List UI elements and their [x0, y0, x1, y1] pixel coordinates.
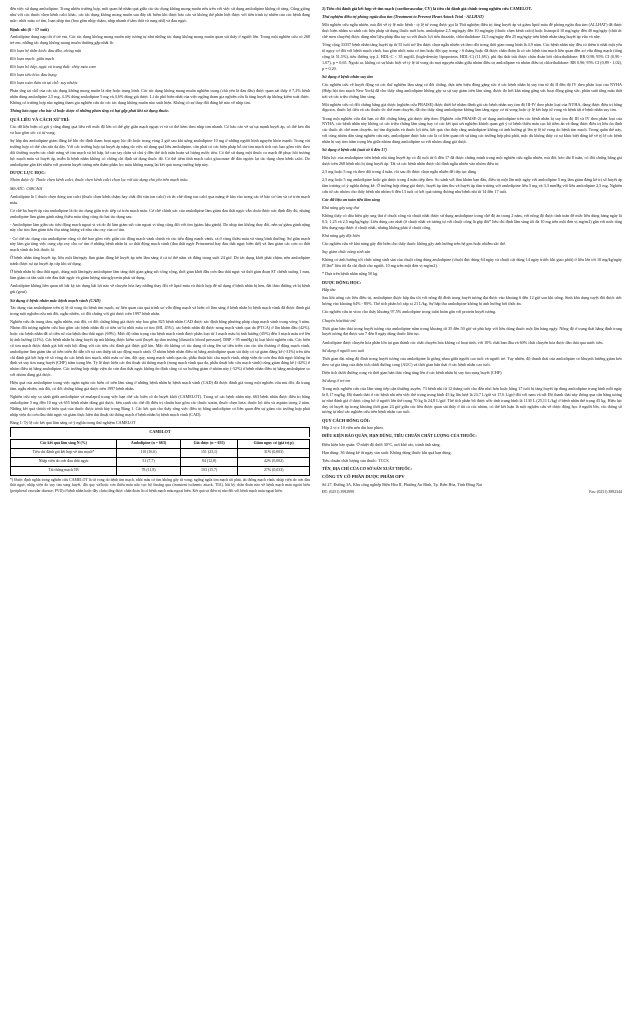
paragraph: Trong một nghiên cứu của lâm sàng tiếp cận thường xuyên, 73 bệnh nhi từ 12 tháng tuổi cho đến nhỏ hơn hoặc bằng 17 tuổi bị tăng huyết áp dùng amlodipine trung bình mỗi ngày là 0,17 mg/kg. Độ thanh thải ở các bệnh nhi nêu việc thể trọng trung bình 45 kg lần lượt là 23,7 L/giờ và 17,6 L/giờ đối với nam và nữ. Độ thanh thải này thông qua cân bằng tương tự như đánh giá ở dược cộng bố ở người lớn thể trọng 70 kg là 24,8 L/giờ. Thể tích phân bố được ước tính trung bình là 1130 L (25,11 L/kg) ở bệnh nhân thể trọng 45 kg. Hiệu lực duy trì huyết áp trong khoảng thời gian 24 giờ giữa các liều được quan sát thấy ở tất cả các nhóm, có thể kết luận là một nghiên cứu về dược động học ở người lớn, các thông số tương tự như các nghiên cứu trên bệnh nhân cao tuổi.	[322, 385, 622, 415]
paragraph: 2,5 mg hoặc 5 mg và theo dõi trong 4 tuần, rồi sau đó được chọn ngẫu nhiên để tiếp tục dùng	[322, 169, 477, 175]
subheading-elderly: Sử dụng ở người cao tuổi	[322, 347, 365, 353]
two-column-layout	[10, 6, 626, 496]
paragraph: Phản ứng tại chỗ của các tác dụng không mong muốn là nhẹ hoặc trung bình. Các tác dụng không mong muốn nghiêm trọng (chủ yếu là đau đầu) được quan sát thấy ở 7,2% bệnh nhân dùng amlodipine 2,5 mg, 4,3% dùng amlodipine 5 mg và 4,6% dùng giả dược. Lí do phổ biến nhất của việc ngừng tham gia nghiên cứu là tăng huyết áp không kiểm soát được. Không có trường hợp nào ngừng tham gia nghiên cứu do các tác dụng không muốn nào xuất hiện. Không có sự thay đổi đáng kể nào về nhịp tim.	[10, 88, 310, 105]
paragraph: Hộp 2 vỉ x 10 viên nén dài bao phim.	[322, 425, 384, 431]
table-row	[11, 448, 310, 457]
paragraph: * Dựa trên bệnh nhân nặng 50 kg.	[322, 271, 379, 277]
table-caption: Bảng 1: Tỷ lệ các kết quả lâm sàng có ý nghĩa trong thử nghiệm CAMELOT	[10, 420, 136, 425]
paragraph: Amlodipine là 1 thuốc chẹn dòng ion calci (thuốc chẹn kênh chậm hay chất đối vận ion calci) và ức chế dòng ion calci qua màng tế bào vào trong các tế bào cơ tim và cơ trơn mạch máu.	[10, 193, 310, 205]
paragraph: Thời gian đạt nồng độ đỉnh trong huyết tương của amlodipine là giống nhau giữa người cao tuổi và người trẻ. Tuy nhiên, độ thanh thải của amlodipine có khuynh hướng giảm kéo theo sự gia tăng của diện tích dưới đường cong (AUC) và thời gian bán thải ở các bệnh nhân cao tuổi.	[322, 355, 622, 367]
paragraph: Rối loạn tiêu hóa: đau bụng	[10, 71, 57, 77]
cell-placebo: 84 (12,8)	[180, 457, 237, 466]
subheading-heart-failure: Sử dụng ở bệnh nhân suy tim	[322, 73, 373, 79]
cell-placebo: 103 (15,7)	[180, 466, 237, 475]
col-header-risk-reduction: Giảm nguy cơ (giá trị p)	[238, 439, 310, 448]
paragraph: Nghiên cứu đa trung tâm, ngẫu nhiên, mù đôi, có đối chứng bằng giả dược này bao gồm 825 bệnh nhân CAD được xác định bằng phương pháp chụp mạch vành trong vòng 3 năm. Nhóm đối tượng nghiên cứu bao gồm các bệnh nhân đã có tiền sử bị nhồi máu cơ tim (MI, 45%), các bệnh nhân đã được nong mạch vành qua da (PTCA) ở lần khám đầu (42%), hoặc các bệnh nhân đã có tiền sử của bệnh đau thắt ngực (69%). Mức độ trầm trọng của bệnh mạch vành được phân loại từ 1 mạch máu bị ảnh hưởng (45%) đến 3 mạch máu trở lên bị ảnh hưởng (21%). Các bệnh nhân bị tăng huyết áp mà không được kiểm soát (huyết áp tâm trương [diastolic blood pressure], DBP > 95 mmHg) bị loại khỏi nghiên cứu. Các biến cố tim mạch được đánh giá bởi một hội đồng với các tiêu chí đánh giá được giữ kín. Mặc dù không có tác dụng rõ ràng lên sự tiến triển của các tổn thương ở động mạch vành, amlodipine làm giảm tần số tiến triển đó dẫn tới sự can thiệp tái tạo động mạch cảnh. Ở nhóm bệnh nhân điều trị bằng amlodipine quan sát thấy có sự giảm đáng kể (-31%) trên tiêu chí đánh giá kết hợp về số vòng do các bệnh tim mạch, nhồi máu cơ tim, đột quỵ, nong mạch vành qua da, phẫu thuật bắc cầu mạch vành, nhập viện do cơn đau thắt ngực không ổn định và suy tim sung huyết (CHF) trầm trọng lên. Tỷ lệ thực hiện các thủ thuật tái thông mạch (nong mạch vành qua da, phẫu thuật bắc cầu mạch vành) cũng giảm đáng kể (-42%) ở nhóm điều trị bằng amlodipine. Các trường hợp nhập viện do cơn đau thắt ngực không ổn định cũng có xu hướng giảm ở nhóm này (-32%) ở bệnh nhân điều trị bằng amlodipine so với nhóm dùng giả dược.	[10, 319, 310, 378]
paragraph: Tác dụng của amlodipine trên tỷ lệ tử vong do bệnh tim mạch, sự liên quan của quá trình xơ vữa động mạch và biến cố lâm sàng ở bệnh nhân bị bệnh mạch vành đã được đánh giá trong một nghiên cứu mù đôi, ngẫu nhiên, có đối chứng với giả dược trên 1997 bệnh nhân.	[10, 305, 310, 317]
manufacturer-address: Số 27, Đường 3A, Khu công nghiệp Biên Hòa II, Phường An Bình, Tp. Biên Hòa, Tỉnh Đồng Nai	[322, 482, 483, 488]
paragraph: Trong một nghiên cứu dài hạn có đối chứng bằng giả dược tiếp theo (Nghiên cứu PRAISE-2) sử dụng amlodipine trên các bệnh nhân bị suy tim độ III và IV theo phân loại của NYHA, các bệnh nhân này không có các triệu chứng lâm sàng hay có các kết quả xét nghiệm khách quan gợi ý có bệnh thiếu máu cục bộ tiềm ẩn và đang được điều trị liều ổn định các thuốc ức chế men chuyển, trợ tim digitalis và thuốc lợi tiểu, kết quả cho thấy rằng amlodipine không có ảnh hưởng gì lên tỷ lệ tử vong do bệnh tim mạch. Trong quần thể này, với cùng nhóm dân sàng nghiên cứu này, amlodipine được báo cáo là có liên quan tới sự tăng các trường hợp phù phổi, mặc dù không thấy có sự khác biệt đáng kể về tỷ lệ các bệnh nhân bị suy tim trầm trọng lên giữa nhóm dùng amlodipine so với nhóm dùng giả dược.	[322, 115, 622, 145]
paragraph: Sau khi uống các liều điều trị, amlodipine được hấp thu tốt với nồng độ đỉnh trong huyết tương đạt được vào khoảng 6 đến 12 giờ sau khi uống. Sinh khả dụng tuyệt đối được ước lượng vào khoảng 64% - 80%. Thể tích phân bố xấp xỉ 21 L/kg. Sự hấp thu amlodipine không bị ảnh hưởng bởi thức ăn.	[322, 295, 622, 307]
paragraph: Rối loạn hệ thần kinh: đau đầu, chóng mặt	[10, 47, 81, 53]
table-title: CAMELOT	[10, 427, 310, 437]
paragraph: Nghiên cứu này so sánh giữa amlodipine và enalapril trong việc hạn chế các biến cố do huyết khối (CAMELOT). Trong số các bệnh nhân này, 663 bệnh nhân được điều trị bằng amlodipine 5 mg đến 10 mg và 655 bệnh nhân dùng giả dược, bên cạnh các chế độ điều trị chuẩn bao gồm các thuốc statin, thuốc chẹn beta, thuốc lợi tiểu và aspirin trong 2 năm. Những kết quả chính về hiệu quả của thuốc được trình bày trong Bảng 1. Các kết quả cho thấy rằng việc điều trị bằng amlodipine có liên quan đến sự giảm các trường hợp phải nhập viện do cơn đau thắt ngực và giảm thực hiện thủ thuật tái thông mạch ở bệnh nhân bị bệnh mạch vành (CAD).	[10, 394, 310, 417]
cell-amlodipine: 110 (16,6)	[117, 448, 181, 457]
paragraph: Cơ chế hạ huyết áp của amlodipine là do tác dụng giãn trực tiếp cơ trơn mạch máu. Cơ chế chính xác của amlodipine làm giảm đau thắt ngực vẫn chưa được xác định đầy đủ, nhưng amlodipine làm giảm gánh nặng thiếu máu tổng cộng do hai tác dụng sau:	[10, 207, 310, 219]
cell-outcome: Tiêu chí đánh giá kết hợp về tim mạch*	[11, 448, 117, 457]
paragraph: Hiệu lực của amlodipine trên bệnh nhi tăng huyết áp có độ tuổi từ 6 đến 17 đã được chứng minh trong một nghiên cứu ngẫu nhiên, mù đôi, kéo dài 8 tuần, có đối chứng bằng giả dược trên 268 bệnh nhi bị tăng huyết áp. Tất cả các bệnh nhân được chỉ định ngẫu nhiên vào nhóm điều trị	[322, 155, 622, 167]
subheading-carcinogenicity: Khả năng gây ung thư	[322, 205, 359, 211]
manufacturer-name: CÔNG TY CỔ PHẦN DƯỢC PHẨM OPV	[322, 473, 405, 479]
paragraph: Nhóm dược lý: Thuốc chẹn kênh calci, thuốc chẹn kênh calci chọn lọc với tác dụng chủ yếu trên mạch máu.	[10, 177, 189, 183]
cell-outcome: Nhập viện do cơn đau thắt ngực	[11, 457, 117, 466]
section-heading-overdose: QUÁ LIỀU VÀ CÁCH XỬ TRÍ:	[10, 116, 70, 122]
table-row	[11, 457, 310, 466]
col-header-outcome: Các kết quả lâm sàng N (%)	[11, 439, 117, 448]
section-heading-manufacturer: TÊN, ĐỊA CHỈ CỦA CƠ SỞ SẢN XUẤT THUỐC:	[322, 465, 412, 471]
paragraph: Mã ATC: C08CA01	[10, 185, 43, 191]
paragraph: - Cơ chế tác dụng của amlodipine cũng có thể bao gồm việc giãn các động mạch vành chính và các tiểu động mạch vành, cả ở vùng thiếu máu và vùng bình thường. Sự giãn mạch này làm gia tăng việc cung cấp oxy cho cơ tim ở những bệnh nhân bị co thắt động mạch vành (đau thắt ngực Prinzmetal hay đau thắt ngực biến thể) và làm giảm các cơn co thắt mạch vành do hút thuốc lá.	[10, 235, 310, 253]
paragraph: Rối loạn mạch: giãn mạch	[10, 55, 54, 61]
section-heading-cad: Sử dụng ở bệnh nhân mắc bệnh mạch vành (CAD)	[10, 298, 101, 304]
paragraph: Rối loạn toàn thân và tại chỗ: suy nhược	[10, 80, 78, 86]
subheading-metabolism: Chuyển hóa/thải trừ	[322, 317, 356, 323]
table-footnote: *) Được định nghĩa trong nghiên cứu CAMELOT là tử vong do bệnh tim mạch, nhồi máu cơ tim không gây tử vong, ngừng ngừa tim mạch tái phát, tái thông mạch vành, nhập viện do cơn đau thắt ngực, nhập viện do suy tim sung huyết, đột quỵ và/hoặc cơn thiếu máu não cục bộ thoáng qua (transient ischemic attack, TIA), bất kỳ chẩn đoán nào về bệnh mạch máu ngoài biên (peripheral vascular disease, PVD) ở bệnh nhân hoặc đầy chưa từng được chẩn đoán là có bệnh mạch máu ngoại biên. Kết quả sự điều trị nào đối với bệnh mạch máu ngoại biên.	[10, 477, 310, 493]
paragraph: Một nghiên cứu ngẫu nhiên, mù đôi về tỷ lệ mắc bệnh - tỷ lệ tử vong được gọi là Thử nghiệm điều trị tăng huyết áp và giảm lipid máu để phòng ngừa đau tim (ALLHAT) đã được thực hiện nhằm so sánh các liệu pháp sử dụng thuốc mới hơn, amlodipine 2,5 mg/ngày đến 10 mg/ngày (thuốc chẹn kênh calci) hoặc lisinopril 10 mg/ngày đến 40 mg/ngày (chất ức chế men chuyển) được dùng như liệu pháp đầu tay so với thuốc lợi tiểu thiazide, chlorthalidone 12,5 mg/ngày đến 25 mg/ngày trên bệnh nhân tăng huyết áp vừa và nhẹ.	[322, 22, 622, 39]
paragraph: Các nghiên cứu về huyết động và các thử nghiệm lâm sàng có đối chứng, dựa trên hiệu đồng gắng sức ở các bệnh nhân bị suy tim từ độ II đến độ IV theo phân loại của NYHA (Hiệp hội tim mạch New York) đã cho thấy rằng amlodipine không gây ra sự suy giảm trên lâm sàng, được đo bởi khả năng gắng sức hoạt động gắng sức, phân suất tống máu thất trái và các triệu chứng lâm sàng.	[322, 81, 622, 99]
cell-outcome: Tái thông mạch TB	[11, 466, 117, 475]
paragraph: Hiệu quả của amlodipine trong việc ngăn ngừa các biến cố trên lâm sàng ở những bệnh nhân bị bệnh mạch vành (CAD) đã được đánh giá trong một nghiên cứu mù đôi, đa trung tâm, ngẫu nhiên, mù đôi, có đối chứng bằng giả dược trên 1997 bệnh nhân.	[10, 380, 310, 392]
right-column	[322, 6, 622, 496]
manufacturer-contact	[322, 490, 622, 496]
fax-number: Fax: (0251) 3892344	[589, 490, 622, 495]
cell-risk-reduction: 27% (0,033)	[238, 466, 310, 475]
paragraph: Các nghiên cứu về khả năng gây đột biến cho thấy thuốc không gây ảnh hưởng trên hệ gen hoặc nhiễm sắc thể.	[322, 241, 507, 247]
paragraph: Thời gian bán thải trong huyết tương của amlodipine nằm trong khoảng từ 35 đến 50 giờ và phù hợp với liều dùng thuốc một lần hàng ngày. Nồng độ ở trạng thái hằng định trong huyết tương đạt được sau 7 đến 8 ngày dùng thuốc liên tục.	[322, 325, 622, 337]
section-heading-pharmacodynamics: DƯỢC LỰC HỌC:	[10, 170, 46, 176]
left-column	[10, 6, 310, 496]
cell-placebo: 151 (23,1)	[180, 448, 237, 457]
subheading-pediatric-use: Sử dụng ở bệnh nhi (tuổi từ 6 đến 17)	[322, 147, 387, 153]
subheading-absorption: Hấp thu	[322, 287, 336, 293]
subheading-preclinical-safety: Các dữ liệu an toàn tiền lâm sàng	[322, 197, 380, 203]
cell-amlodipine: 51 (7,7)	[117, 457, 181, 466]
paragraph: Rối loạn hô hấp, ngực và trung thất: chảy máu cam	[10, 63, 96, 69]
paragraph: Ở bệnh nhân bị đau thắt ngực, dùng một lần/ngày amlodipine làm tăng thời gian gắng sức tổng cộng, thời gian khởi đầu cơn đau thắt ngực và thời gian đoạn ST chênh xuống 1 mm, làm giảm cả tần suất cơn đau thắt ngực và giảm lượng nitroglycerin phải sử dụng.	[10, 269, 310, 281]
section-heading-storage: ĐIỀU KIỆN BẢO QUẢN, HẠN DÙNG, TIÊU CHUẨN CHẤT LƯỢNG CỦA THUỐC:	[322, 433, 477, 439]
subheading-children: Sử dụng ở trẻ em	[322, 377, 351, 383]
paragraph: Thử nghiệm điều trị phòng ngừa đau tim (Treatment to Prevent Heart Attack Trial - ALLHAT)	[322, 14, 484, 20]
table-header-row	[11, 439, 310, 448]
paragraph: Ở bệnh nhân tăng huyết áp, liều một lần/ngày làm giảm đáng kể huyết áp trên lâm sàng ở cả tư thế nằm và đứng trong suốt 24 giờ. Do tác dụng khởi phát chậm, nên amlodipine tránh được sự tụt huyết áp cấp khi sử dụng.	[10, 255, 310, 267]
table-row	[11, 466, 310, 475]
section-heading-pediatric: Bệnh nhi (6 - 17 tuổi)	[10, 26, 49, 32]
col-header-amlodipine: Amlodipine (n = 663)	[117, 439, 181, 448]
paragraph: Một nghiên cứu có đối chứng bằng giả dược (nghiên cứu PRAISE) được thiết kế nhằm đánh giá các bệnh nhân suy tim độ III-IV theo phân loại của NYHA, đang được điều trị bằng digoxin, thuốc lợi tiểu và các thuốc ức chế men chuyển, đã cho thấy rằng amlodipine không làm tăng nguy cơ tử vong hoặc tỷ lệ kết hợp tử vong và bệnh tật ở bệnh nhân suy tim.	[322, 101, 622, 113]
paragraph: Không thấy có dấu hiệu gây ung thư ở chuột cống và chuột nhắt được sử dụng amlodipine trong chế độ ăn trong 2 năm, với nồng độ được tính toán để mức liều dùng hàng ngày là 0,5; 1,25 và 2,5 mg/kg/ngày. Liều dùng cao nhất (ở chuột nhắt và tương tự với chuột cống là gấp đôi* liều chỉ định lâm sàng tối đa 10 mg trên một đơn vị mg/m2) gần với mức tổng liều dung nạp được ở chuột nhắt, nhưng không phải ở chuột cống.	[322, 213, 622, 231]
paragraph: - Amlodipine làm giãn các tiểu động mạch ngoại vi và do đó làm giảm sức cản ngoại vi tổng cộng đối với tim (giảm hậu gánh). Do nhịp tim không thay đổi, nên sự giảm gánh nặng này cho tim làm giảm tiêu thụ năng lượng và nhu cầu oxy của cơ tim.	[10, 221, 310, 233]
subheading-mutagenicity: Khả năng gây đột biến	[322, 233, 360, 239]
adr-notice: Thông báo ngay cho bác sĩ hoặc dược sĩ những phản ứng có hại gặp phải khi sử dụng thuốc.	[10, 107, 170, 113]
section-heading-camelot-endpoint: 2) Tiêu chí đánh giá kết hợp về tim mạch (cardiovascular, CV) là tiêu chí đánh giá chính trong nghiên cứu CAMELOT.	[322, 6, 532, 11]
intro-paragraph: đến việc sử dụng amlodipine. Trong nhiều trường hợp, mối quan hệ nhân quả giữa các tác dụng không mong muốn nêu trên với việc sử dụng amlodipine không rõ ràng. Cũng giống như với các thuốc chẹn kênh calci khác, các tác dụng không mong muốn sau đây rất hiếm khi được báo cáo và không thể phân biệt được với tiến trình tự nhiên của các bệnh đang mắc: nhồi máu cơ tim, loạn nhịp tim (bao gồm nhịp chậm, nhịp nhanh ở tâm thất và rung nhĩ) và đau ngực.	[10, 6, 310, 23]
paragraph: Diện tích dưới đường cong và thời gian bán thải cũng tăng lên ở các bệnh nhân bị suy tim sung huyết (CHF).	[322, 369, 503, 375]
col-header-placebo: Giả dược (n = 655)	[180, 439, 237, 448]
paragraph: Không có ảnh hưởng tới chức năng sinh sản của chuột cống dùng amlodipine (chuột đực dùng 64 ngày và chuột cái dùng 14 ngày trước khi giao phối) ở liều lên tới 10 mg/kg/ngày (8 lần* liều tối đa chỉ định cho người, 10 mg trên một đơn vị mg/m2).	[322, 257, 622, 269]
cell-risk-reduction: 31% (0,003)	[238, 448, 310, 457]
phone-number: ĐT: (0251) 3992999	[322, 490, 355, 495]
paragraph: Amlodipine không liên quan tới bất kỳ tác dụng bất lợi nào về chuyển hóa hay những thay đổi về lipid máu và thích hợp để sử dụng ở bệnh nhân bị hen, đái tháo đường và bị bệnh gút (gout).	[10, 283, 310, 295]
paragraph: Các dữ liệu hiện có gợi ý rằng dùng quá liều với mức độ lớn có thể gây giãn mạch ngoại vi và có thể kèm theo nhịp tim nhanh. Có báo cáo về sự tụt mạnh huyết áp, có thể kéo dài và bao gồm sốc có tử vong.	[10, 123, 310, 135]
section-heading-packaging: QUY CÁCH ĐÓNG GÓI:	[322, 418, 370, 424]
camelot-results-table	[10, 439, 310, 476]
paragraph: Tổng cộng 33357 bệnh nhân tăng huyết áp từ 55 tuổi trở lên được chọn ngẫu nhiên và theo dõi trong thời gian trung bình là 4,9 năm. Các bệnh nhân này đều có thêm ít nhất một yếu tố nguy cơ đối với bệnh mạch vành, bao gồm nhồi máu cơ tim hoặc đột quỵ trong > 6 tháng hoặc đã được chẩn đoán là có các bệnh tim mạch liên quan đến xơ vữa động mạch (tổng cộng là 51,5%), tiểu đường typ 2, HDL-C < 35 mg/dL (high-density lipoprotein, HDL-C) (11,6%), phì đại thất trái được chẩn đoán bởi chlorthalidone: RR 0,98; 95% CI (0,90 - 1,07), p = 0,65. Ngoài ra, không có sự khác biệt về tỷ lệ tử vong do mọi nguyên nhân giữa nhóm điều trị amlodipine và nhóm điều trị chlorthalidone: RR 0,96; 95% CI (0,89 - 1,02), p = 0,20.	[322, 42, 622, 71]
paragraph: 2,5 mg hoặc 5 mg amlodipine hoặc giả dược trong 4 tuần tiếp theo. So sánh với lâm khám bạn đầu, điều trị một lần một ngày với amlodipine 5 mg làm giảm đáng kể trị số huyết áp tâm trương có ý nghĩa thống kê. Ở trường hợp dùng giả dược, huyết áp tâm thu và huyết áp tâm trương với amlodipine liều 5 mg và 3,3 mmHg với liều amlodipine 2,5 mg. Nghiên cứu từ các nhóm cho thấy bệnh nhi nhóm 6 đến 13 tuổi có kết quả tương đương như bệnh nhi từ 14 đến 17 tuổi.	[322, 177, 622, 195]
shelf-life: Hạn dùng: 36 tháng kể từ ngày sản xuất. Không dùng thuốc khi quá hạn dùng.	[322, 449, 452, 455]
section-heading-pharmacokinetics: DƯỢC ĐỘNG HỌC:	[322, 280, 362, 286]
subheading-fertility: Suy giảm chức năng sinh sản	[322, 249, 371, 255]
quality-standard: Tiêu chuẩn chất lượng của thuốc: TCCS.	[322, 457, 390, 463]
paragraph: Sự hấp thu amlodipine giảm đáng kể khi chỉ định tham hoạt ngay lúc đó hoặc trong vòng 2 giờ sau khi uống amlodipine 10 mg ở những người bình nguyên khỏe mạnh. Trong vài trường hợp có thể cần rửa dạ dày. Với các trường hợp tụt huyết áp nặng do việc sử dụng quá liều amlodipine, cần phải có các biện pháp hỗ trợ tim mạch tích cực bao gồm việc theo dõi thường xuyên các chức năng về tim mạch và hô hấp, kê cao tay chân và chú ý đến thể tích tuần hoàn và lượng nước tiểu. Có thể sử dụng một thuốc co mạch để phục hồi trương lực mạch máu và huyết áp, miễn là bệnh nhân không có chống chỉ định sử dụng thuốc đó. Có thể tiêm tĩnh mạch calci gluconate để đảo ngược lại tác dụng chẹn kênh calci. Do amlodipine gắn kết nhiều với protein huyết tương nên thẩm phân lọc máu không mang lại kết quả trong trường hợp này.	[10, 137, 310, 167]
paragraph: Amlodipine được chuyển hóa phần lớn tại gan thành các chất chuyển hóa không có hoạt tính, với 10% chất ban đầu và 60% chất chuyển hóa được đào thải qua nước tiểu.	[322, 339, 604, 345]
paragraph: Các nghiên cứu in vitro cho thấy khoảng 97,5% amlodipine trong tuần hoàn gắn với protein huyết tương.	[322, 309, 497, 315]
paragraph: Amlodipine dung nạp tốt ở trẻ em. Các tác dụng không mong muốn này tương tự như những tác dụng không mong muốn quan sát thấy ở người lớn. Trong một nghiên cứu có 268 trẻ em, những tác dụng không mong muốn thường gặp nhất là:	[10, 33, 310, 45]
storage-conditions: Điều kiện bảo quản: Ở nhiệt độ dưới 30°C, nơi khô ráo, tránh ánh sáng.	[322, 441, 441, 447]
cell-amlodipine: 78 (11,8)	[117, 466, 181, 475]
cell-risk-reduction: 42% (0,002)	[238, 457, 310, 466]
